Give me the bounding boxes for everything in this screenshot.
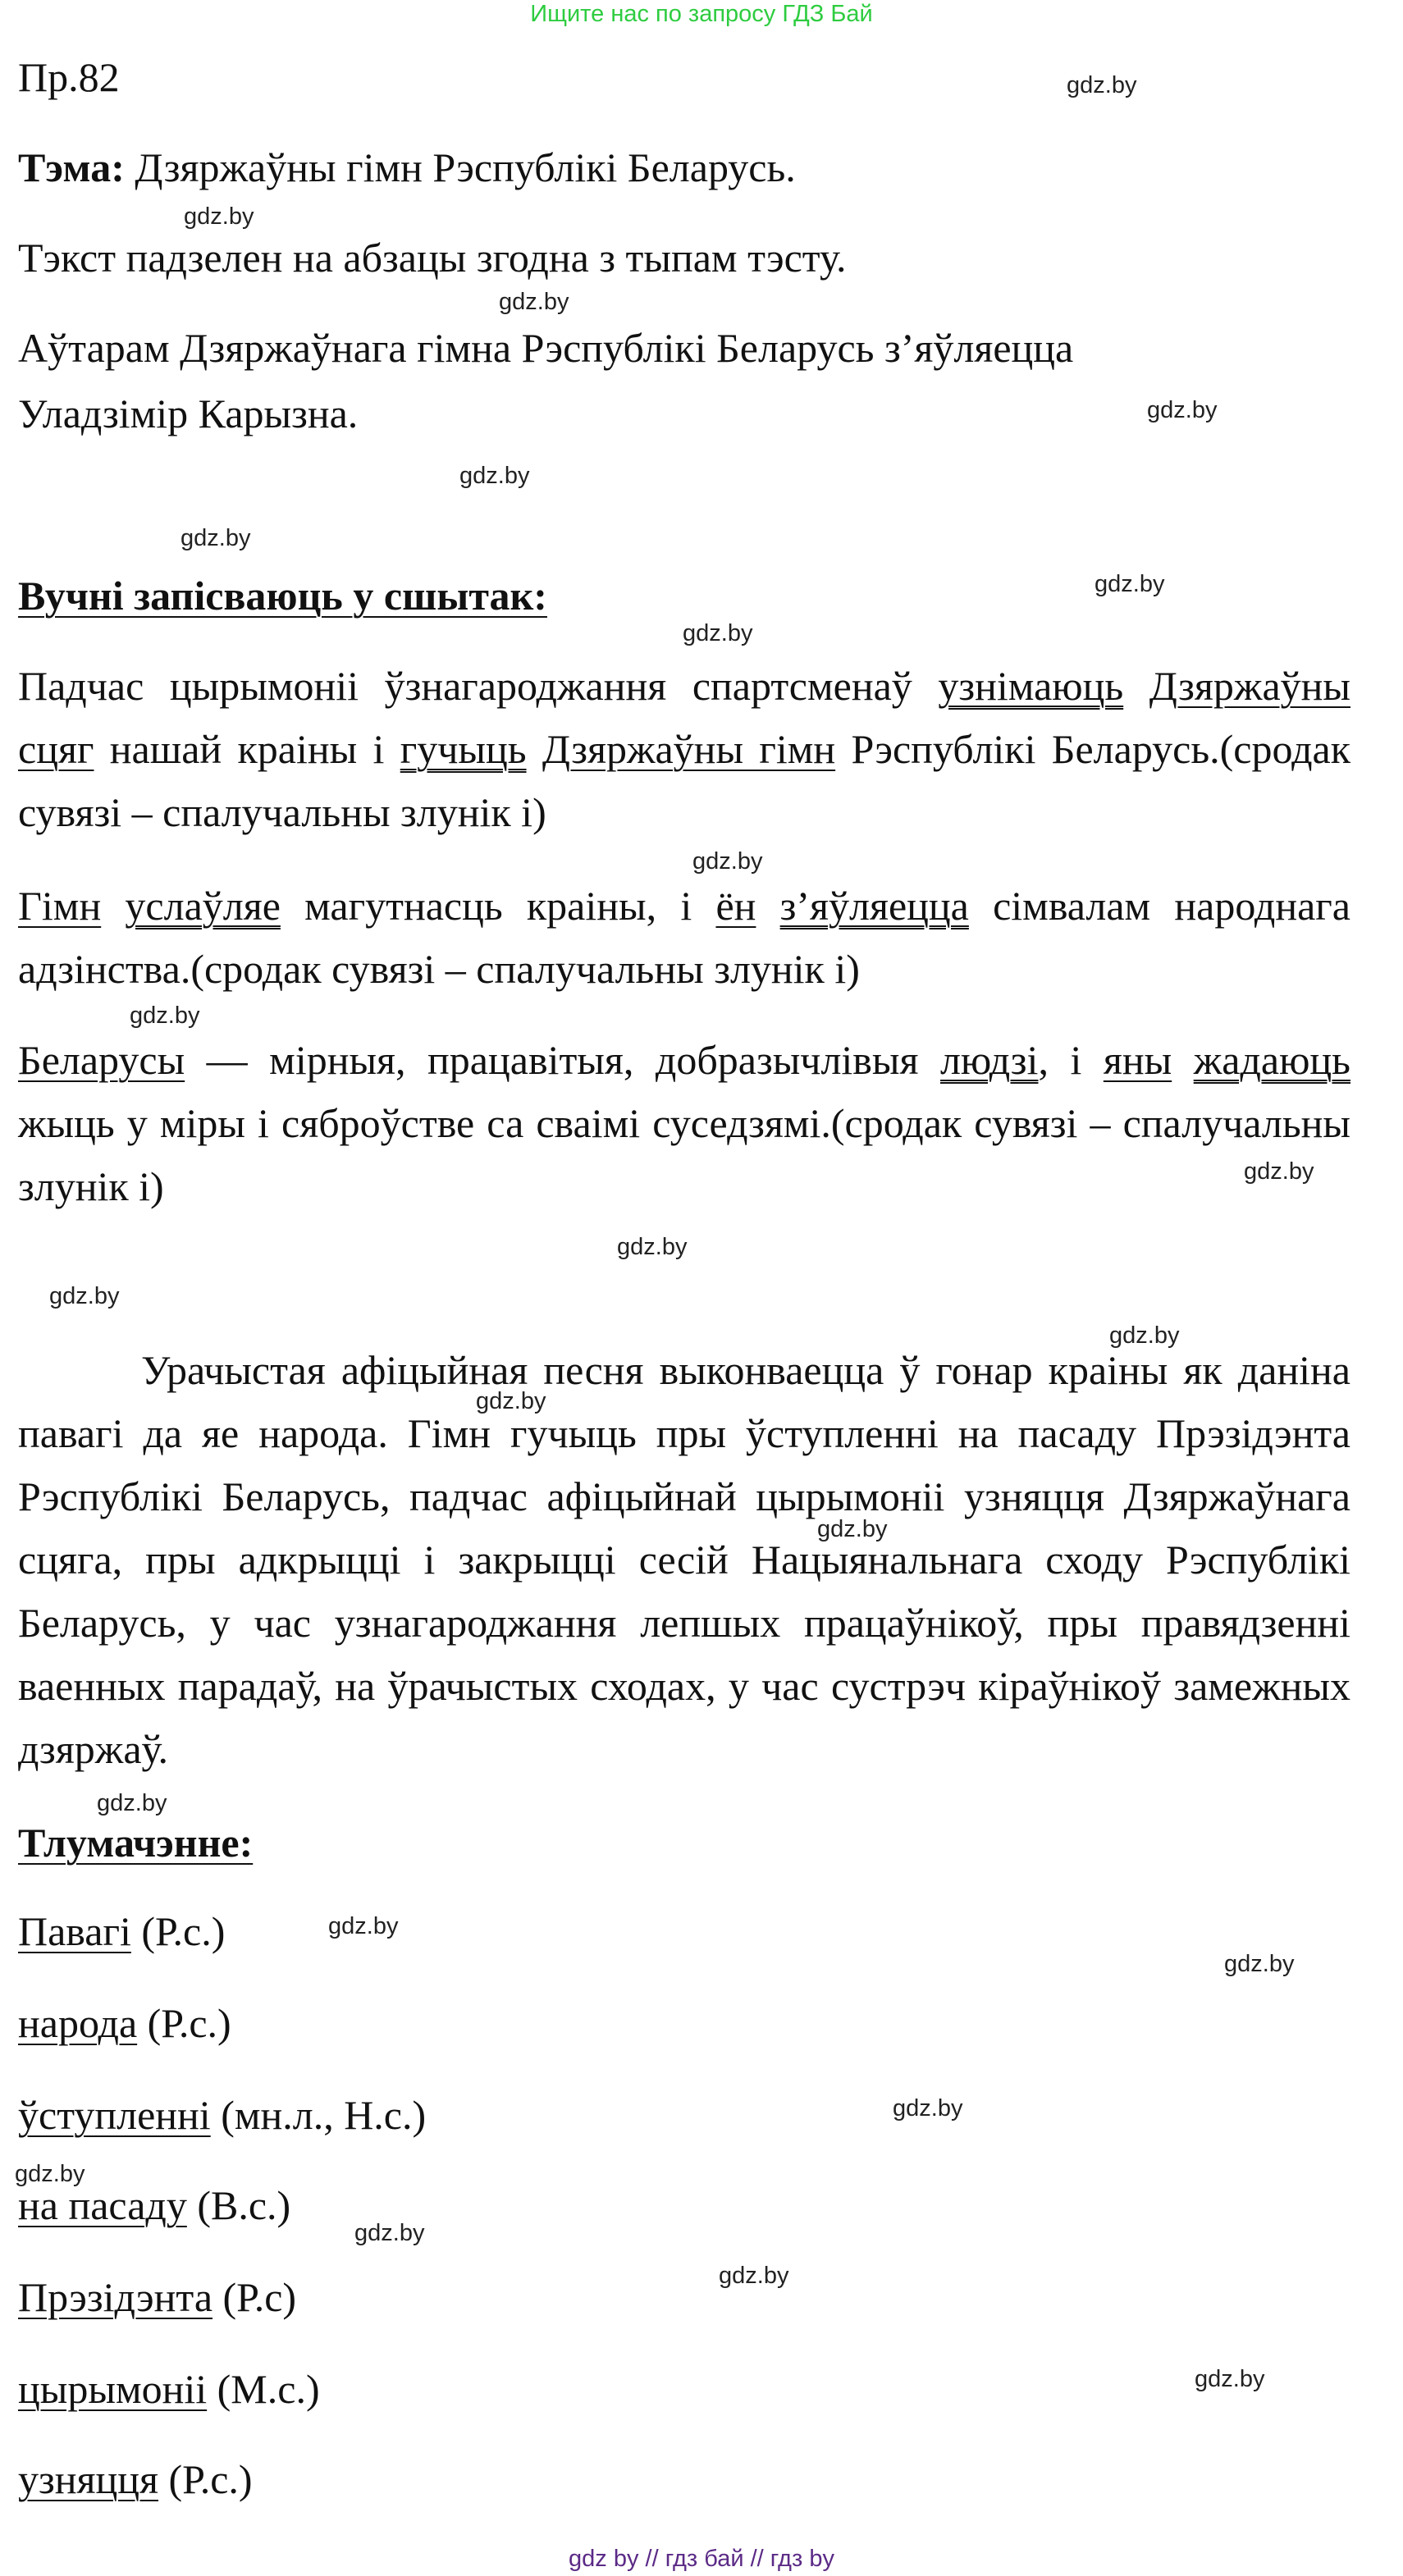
s2-subject-1: Гімн: [18, 883, 102, 929]
item-case: (В.с.): [186, 2182, 291, 2228]
heading-explain-text: Тлумачэнне:: [18, 1820, 254, 1866]
watermark: gdz.by: [893, 2095, 963, 2122]
s2-space-2: [756, 883, 779, 929]
item-word: ўступленні: [18, 2092, 211, 2138]
s3-predicate-2: жадаюць: [1193, 1037, 1350, 1083]
item-word: Павагі: [18, 1908, 131, 1954]
watermark: gdz.by: [617, 1234, 688, 1260]
s2-text-d: магутнасць краіны, і: [280, 883, 716, 929]
watermark: gdz.by: [1147, 397, 1218, 423]
item-case: (Р.с.): [130, 1908, 226, 1954]
watermark: gdz.by: [683, 620, 753, 646]
s2-text-h: сімвалам народнага адзінства.(сродак сувязі – спалучальны злунік і): [18, 883, 1350, 992]
s3-subject-1: Беларусы: [18, 1037, 185, 1083]
watermark: gdz.by: [354, 2220, 425, 2246]
author-line-1: Аўтарам Дзяржаўнага гімна Рэспублікі Беларусь з’яўляецца: [18, 325, 1074, 371]
item-word: народа: [18, 2000, 138, 2046]
watermark: gdz.by: [97, 1790, 167, 1816]
topic-line: [18, 141, 796, 194]
exercise-number: Пр.82: [18, 54, 120, 100]
list-item: [18, 2453, 253, 2505]
list-item: [18, 2179, 290, 2231]
watermark: gdz.by: [1244, 1158, 1314, 1185]
s1-predicate-2: гучыць: [400, 726, 527, 772]
s1-text-a: Падчас цырымоніі ўзнагароджання спартсменаў: [18, 663, 939, 709]
watermark: gdz.by: [692, 848, 763, 875]
item-word: на пасаду: [18, 2182, 187, 2228]
watermark: gdz.by: [459, 463, 530, 489]
item-case: (мн.л., Н.с.): [210, 2092, 427, 2138]
author-line-2: Уладзімір Карызна.: [18, 391, 359, 436]
list-item: [18, 2089, 426, 2141]
s3-subject-2: яны: [1103, 1037, 1172, 1083]
s2-space: [101, 883, 125, 929]
sentence-2: [18, 875, 1350, 1001]
item-case: (Р.с): [213, 2274, 297, 2320]
s3-text-h: жыць у міры і сяброўстве са сваімі суседзямі.(сродак сувязі – спалучальны злунік і): [18, 1100, 1350, 1209]
watermark: gdz.by: [1109, 1322, 1180, 1349]
list-item: [18, 1905, 225, 1957]
footer-links[interactable]: gdz by // гдз бай // гдз by: [569, 2546, 834, 2572]
item-case: (Р.с.): [158, 2456, 253, 2502]
s2-predicate-2: з’яўляецца: [779, 883, 969, 929]
watermark: gdz.by: [499, 289, 569, 315]
s1-space: [527, 726, 542, 772]
s2-predicate-1: услаўляе: [125, 883, 281, 929]
topic-label: Тэма:: [18, 144, 125, 190]
watermark: gdz.by: [719, 2263, 789, 2289]
watermark: gdz.by: [1095, 571, 1165, 597]
s1-text-h: Рэспублікі Беларусь.(сродак сувязі – спалучальны злунік і): [18, 726, 1350, 835]
watermark: gdz.by: [476, 1388, 546, 1414]
watermark: gdz.by: [181, 525, 251, 551]
s1-predicate-1: узнімаюць: [938, 663, 1124, 709]
s2-subject-2: ён: [715, 883, 756, 929]
s1-subject-1: Дзяржаўны сцяг: [18, 663, 1350, 772]
topic-text: Дзяржаўны гімн Рэспублікі Беларусь.: [135, 144, 796, 190]
watermark: gdz.by: [130, 1003, 200, 1029]
heading-explain: [18, 1816, 253, 1869]
watermark: gdz.by: [1067, 72, 1137, 98]
list-item: [18, 1997, 231, 2049]
paragraph-note: Тэкст падзелен на абзацы згодна з тыпам тэсту.: [18, 235, 847, 281]
search-banner[interactable]: Ищите нас по запросу ГДЗ Бай: [530, 1, 873, 27]
paragraph-main: Урачыстая афіцыйная песня выконваецца ў гонар краіны як даніна павагі да яе народа. Гімн гучыць пры ўступленні на пасаду Прэзідэнта Рэспублікі Беларусь, падчас афіцыйнай цырымоніі узняцця Дзяржаўнага сцяга, пры адкрыцці і закрыцці сесій Нацыянальнага сходу Рэспублікі Беларусь, у час узнагароджання лепшых працаўнікоў, пры правядзенні ваенных парадаў, на ўрачыстых сходах, у час сустрэч кіраўнікоў замежных дзяржаў.: [18, 1347, 1350, 1772]
s3-text-b: — мірныя, працавітыя, добразычлівыя: [185, 1037, 940, 1083]
watermark: gdz.by: [15, 2161, 85, 2187]
s1-subject-2: Дзяржаўны гімн: [542, 726, 836, 772]
watermark: gdz.by: [1224, 1951, 1295, 1977]
heading-students-text: Вучні запісваюць у сшытак:: [18, 573, 547, 619]
item-case: (Р.с.): [137, 2000, 231, 2046]
watermark: gdz.by: [184, 203, 254, 230]
watermark: gdz.by: [817, 1516, 888, 1542]
sentence-1: [18, 655, 1350, 844]
sentence-3: [18, 1029, 1350, 1218]
item-word: узняцця: [18, 2456, 159, 2502]
watermark: gdz.by: [1195, 2366, 1265, 2392]
s3-predicate-1: людзі: [939, 1037, 1039, 1083]
s1-text-d: нашай краіны і: [94, 726, 400, 772]
list-item: [18, 2363, 320, 2415]
item-word: цырымоніі: [18, 2366, 208, 2412]
heading-students: [18, 569, 547, 622]
watermark: gdz.by: [328, 1913, 399, 1939]
list-item: [18, 2271, 296, 2323]
watermark: gdz.by: [49, 1283, 120, 1309]
s3-space: [1172, 1037, 1194, 1083]
item-case: (М.с.): [207, 2366, 320, 2412]
item-word: Прэзідэнта: [18, 2274, 213, 2320]
s3-text-d: , і: [1038, 1037, 1104, 1083]
